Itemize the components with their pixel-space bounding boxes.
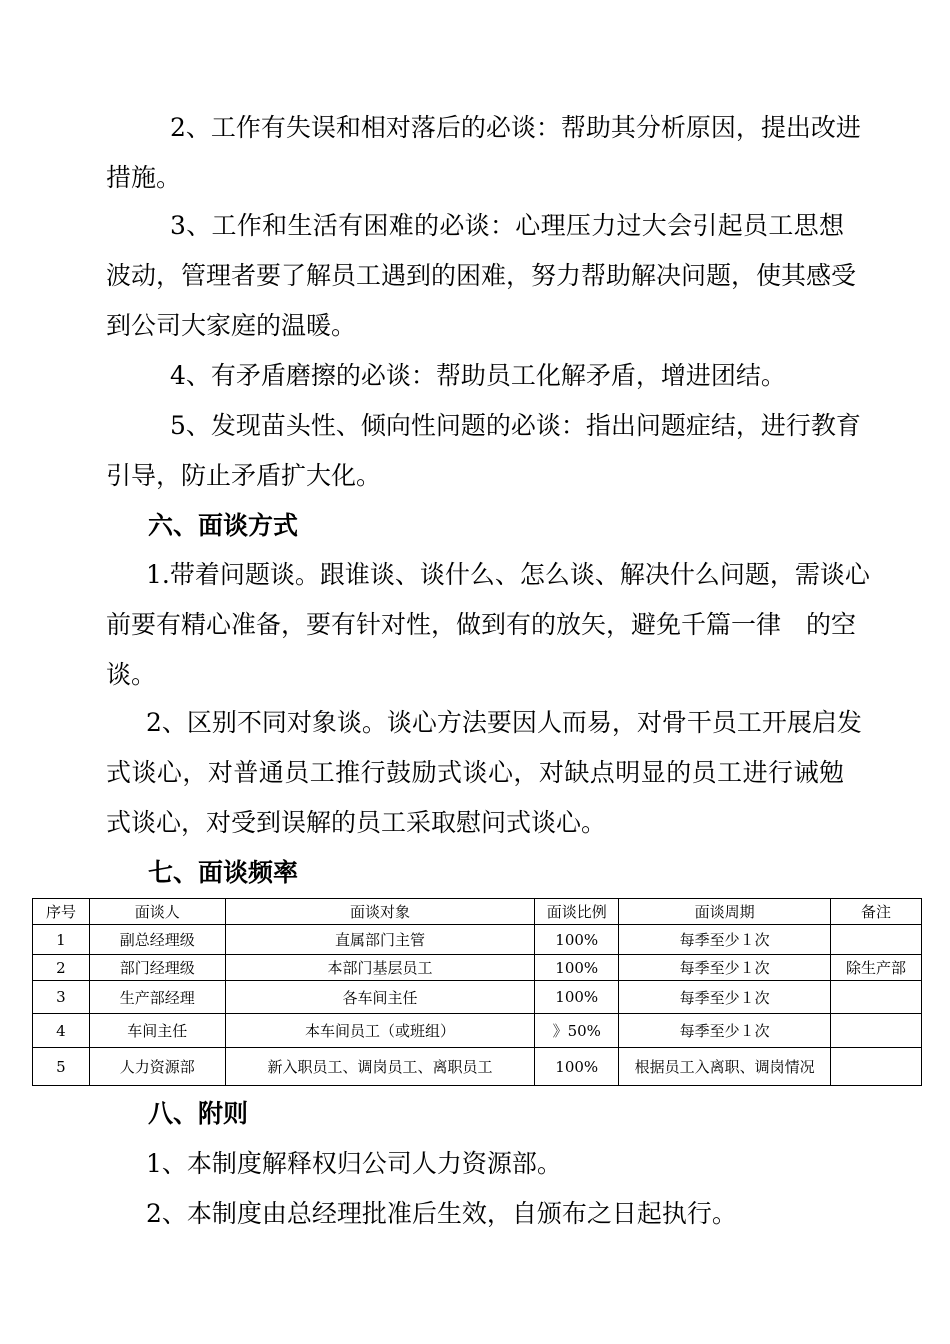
table-cell: 人力资源部 [89, 1048, 225, 1086]
table-cell: 》50% [535, 1014, 619, 1048]
table-cell: 100% [535, 955, 619, 981]
para-3-line-2: 波动，管理者要了解员工遇到的困难，努力帮助解决问题，使其感受 [106, 261, 857, 290]
para-2-line-1: 2、工作有失误和相对落后的必谈：帮助其分析原因，提出改进 [170, 113, 861, 142]
header-cell: 面谈比例 [535, 899, 619, 925]
table-cell: 部门经理级 [89, 955, 225, 981]
table-cell [831, 1014, 922, 1048]
table-row [33, 1048, 922, 1086]
header-cell: 备注 [831, 899, 922, 925]
table-cell: 根据员工入离职、调岗情况 [619, 1048, 831, 1086]
table-cell: 每季至少１次 [619, 981, 831, 1014]
method-2-line-1: 2、区别不同对象谈。谈心方法要因人而易，对骨干员工开展启发 [146, 708, 862, 737]
table-cell [831, 925, 922, 955]
table-row [33, 925, 922, 955]
table-cell: 各车间主任 [225, 981, 535, 1014]
para-5-line-2: 引导，防止矛盾扩大化。 [106, 461, 382, 490]
table-cell: 100% [535, 925, 619, 955]
method-2-line-3: 式谈心，对受到误解的员工采取慰问式谈心。 [106, 808, 607, 837]
table-cell: 3 [33, 981, 90, 1014]
para-2-line-2: 措施。 [106, 163, 182, 192]
table-cell: 直属部门主管 [225, 925, 535, 955]
para-3-line-1: 3、工作和生活有困难的必谈：心理压力过大会引起员工思想 [170, 211, 844, 240]
table-cell: 2 [33, 955, 90, 981]
table-cell: 本部门基层员工 [225, 955, 535, 981]
header-cell: 序号 [33, 899, 90, 925]
table-cell: 5 [33, 1048, 90, 1086]
table-cell: 100% [535, 981, 619, 1014]
table-row [33, 981, 922, 1014]
header-cell: 面谈人 [89, 899, 225, 925]
table-cell [831, 1048, 922, 1086]
method-1-line-1: 1.带着问题谈。跟谁谈、谈什么、怎么谈、解决什么问题，需谈心 [146, 560, 870, 589]
method-1-line-3: 谈。 [106, 660, 157, 689]
table-cell [831, 981, 922, 1014]
table-cell: 车间主任 [89, 1014, 225, 1048]
table-cell: 生产部经理 [89, 981, 225, 1014]
para-5-line-1: 5、发现苗头性、倾向性问题的必谈：指出问题症结，进行教育 [170, 411, 861, 440]
header-cell: 面谈对象 [225, 899, 535, 925]
table-cell: 4 [33, 1014, 90, 1048]
table-row [33, 955, 922, 981]
interview-frequency-table [32, 898, 922, 1086]
method-1-line-2: 前要有精心准备，要有针对性，做到有的放矢，避免千篇一律 的空 [106, 610, 857, 639]
appendix-item-2: 2、本制度由总经理批准后生效，自颁布之日起执行。 [146, 1199, 737, 1228]
table-cell: 本车间员工（或班组） [225, 1014, 535, 1048]
table-cell: 每季至少１次 [619, 955, 831, 981]
table-header-row [33, 899, 922, 925]
table-cell: 100% [535, 1048, 619, 1086]
appendix-item-1: 1、本制度解释权归公司人力资源部。 [146, 1149, 562, 1178]
method-2-line-2: 式谈心，对普通员工推行鼓励式谈心，对缺点明显的员工进行诫勉 [106, 758, 844, 787]
section-6-heading: 六、面谈方式 [148, 511, 299, 540]
table-cell: 1 [33, 925, 90, 955]
section-7-heading: 七、面谈频率 [148, 858, 299, 887]
table-cell: 副总经理级 [89, 925, 225, 955]
table-cell: 每季至少１次 [619, 1014, 831, 1048]
table-row [33, 1014, 922, 1048]
para-3-line-3: 到公司大家庭的温暖。 [106, 311, 357, 340]
para-4-line-1: 4、有矛盾磨擦的必谈：帮助员工化解矛盾，增进团结。 [170, 361, 786, 390]
table-cell: 每季至少１次 [619, 925, 831, 955]
section-8-heading: 八、附则 [148, 1099, 249, 1128]
table-cell: 除生产部 [831, 955, 922, 981]
header-cell: 面谈周期 [619, 899, 831, 925]
table-cell: 新入职员工、调岗员工、离职员工 [225, 1048, 535, 1086]
